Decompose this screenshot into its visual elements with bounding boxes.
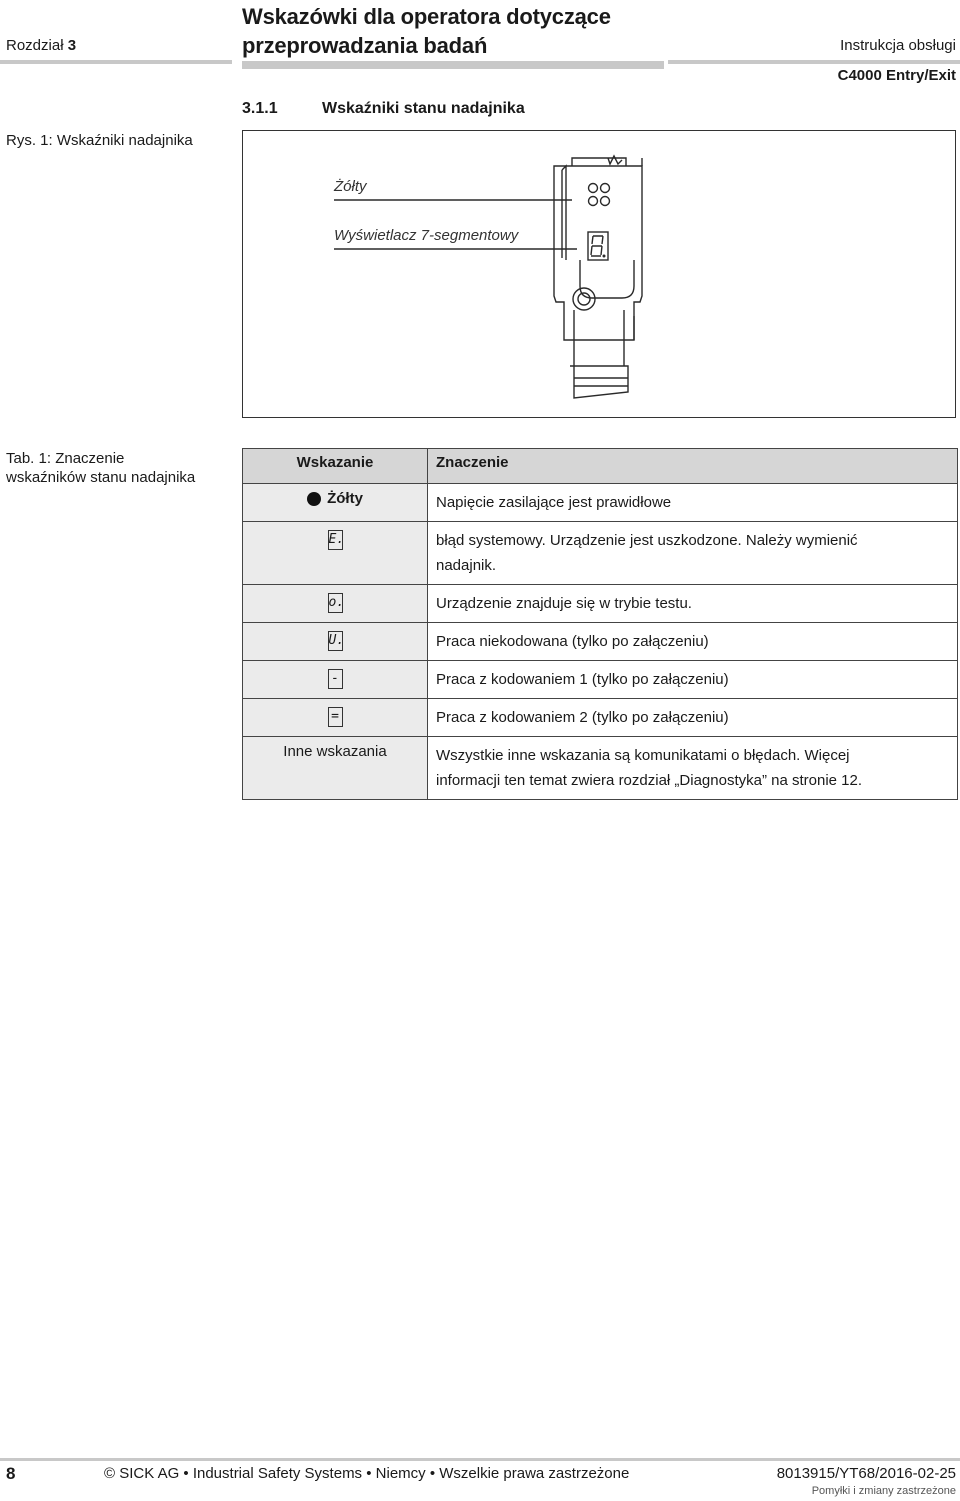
meaning-line-2: nadajnik. (436, 557, 497, 574)
header-rule-right (668, 60, 960, 64)
meaning-cell: Praca z kodowaniem 2 (tylko po załączeniu) (428, 699, 958, 737)
table-row (243, 661, 958, 699)
meaning-cell: Praca niekodowana (tylko po załączeniu) (428, 623, 958, 661)
callout-yellow: Żółty (334, 178, 367, 195)
callout-display: Wyświetlacz 7-segmentowy (334, 227, 519, 244)
table-row (243, 699, 958, 737)
page-title (242, 2, 611, 60)
chapter-number: 3 (67, 37, 77, 54)
meaning-cell: Napięcie zasilające jest prawidłowe (428, 484, 958, 522)
chapter-text: Rozdział (6, 37, 64, 54)
meaning-line-2: informacji ten temat zwiera rozdział „Diagnostyka” na stronie 12. (436, 772, 863, 789)
led-1 (589, 184, 598, 193)
table-row (243, 585, 958, 623)
product-name: C4000 Entry/Exit (837, 67, 956, 84)
table-row (243, 737, 958, 800)
indicator-other: Inne wskazania (243, 737, 428, 800)
meaning-line-1: Wszystkie inne wskazania są komunikatami o błędach. Więcej (436, 747, 850, 764)
footer-copyright: © SICK AG • Industrial Safety Systems • Niemcy • Wszelkie prawa zastrzeżone (104, 1465, 630, 1482)
section-title: Wskaźniki stanu nadajnika (322, 100, 525, 117)
footer-note: Pomyłki i zmiany zastrzeżone (811, 1485, 956, 1497)
transmitter-drawing (242, 130, 956, 418)
figure-caption: Rys. 1: Wskaźniki nadajnika (6, 132, 193, 149)
connector-circle (573, 288, 595, 310)
table-header-row (243, 449, 958, 484)
section-number: 3.1.1 (242, 100, 278, 117)
seven-segment-E-icon: E. (328, 530, 343, 550)
manual-type: Instrukcja obsługi (840, 37, 956, 54)
led-4 (601, 197, 610, 206)
table-row (243, 522, 958, 585)
seven-segment-U-icon: U. (328, 631, 343, 651)
page-number: 8 (6, 1464, 16, 1483)
housing-outline (554, 166, 642, 340)
table-caption-line-2: wskaźników stanu nadajnika (6, 469, 196, 486)
page-title-line-2: przeprowadzania badań (242, 33, 488, 58)
meaning-cell (428, 522, 958, 585)
seven-segment-dash-icon: - (328, 669, 343, 689)
header-rule (0, 60, 232, 64)
indicator-table (242, 448, 958, 800)
page-title-line-1: Wskazówki dla operatora dotyczące (242, 4, 611, 29)
lower-body (570, 310, 628, 398)
meaning-cell (428, 737, 958, 800)
footer-rule (0, 1458, 960, 1461)
table-row (243, 623, 958, 661)
meaning-cell: Praca z kodowaniem 1 (tylko po załączeniu) (428, 661, 958, 699)
footer-doc-code: 8013915/YT68/2016-02-25 (776, 1465, 956, 1482)
meaning-line-1: błąd systemowy. Urządzenie jest uszkodzone. Należy wymienić (436, 532, 858, 549)
table-row (243, 484, 958, 522)
table-caption (6, 449, 195, 487)
filled-circle-icon (307, 492, 321, 506)
indicator-yellow (307, 490, 363, 507)
meaning-cell: Urządzenie znajduje się w trybie testu. (428, 585, 958, 623)
chapter-label (6, 37, 76, 54)
header-meaning: Znaczenie (428, 449, 958, 484)
led-2 (601, 184, 610, 193)
header-indicator: Wskazanie (243, 449, 428, 484)
seven-segment-o-icon: o. (328, 593, 343, 613)
table-caption-line-1: Tab. 1: Znaczenie (6, 450, 125, 467)
seven-segment-triple-bar-icon: = (328, 707, 343, 727)
title-rule (242, 61, 664, 69)
led-3 (589, 197, 598, 206)
indicator-yellow-label: Żółty (327, 490, 363, 507)
